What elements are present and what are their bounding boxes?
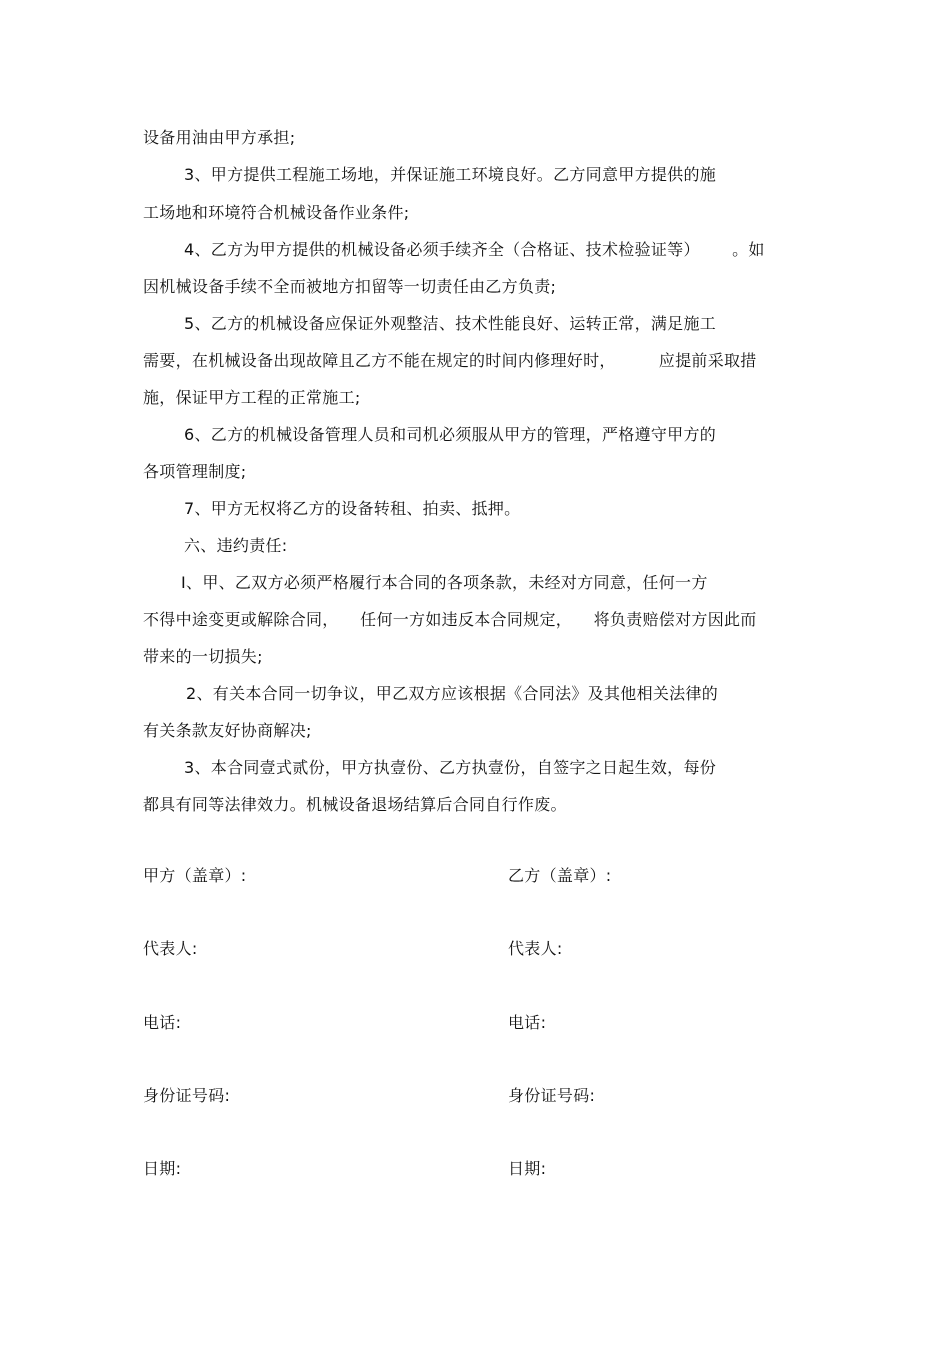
breach-clause-1-line-3: 带来的一切损失; <box>143 647 263 666</box>
breach-clause-2-line-1: 2、有关本合同一切争议，甲乙双方应该根据《合同法》及其他相关法律的 <box>186 684 719 703</box>
clause-6-line-1: 6、乙方的机械设备管理人员和司机必须服从甲方的管理，严格遵守甲方的 <box>184 425 717 444</box>
clause-3-line-1: 3、甲方提供工程施工场地，并保证施工环境良好。乙方同意甲方提供的施 <box>184 165 717 184</box>
party-a-representative-label: 代表人: <box>143 939 198 958</box>
breach-clause-3-line-2: 都具有同等法律效力。机械设备退场结算后合同自行作废。 <box>143 795 567 814</box>
party-a-phone-label: 电话: <box>143 1013 182 1032</box>
party-b-date-label: 日期: <box>508 1159 547 1178</box>
breach-clause-1-line-2: 不得中途变更或解除合同， 任何一方如违反本合同规定， 将负责赔偿对方因此而 <box>143 610 757 629</box>
party-a-id-number-label: 身份证号码: <box>143 1086 231 1105</box>
text-line-1: 设备用油由甲方承担; <box>143 128 296 147</box>
party-a-seal-label: 甲方（盖章）: <box>143 866 247 885</box>
section-heading-breach: 六、违约责任: <box>184 536 288 555</box>
clause-3-line-2: 工场地和环境符合机械设备作业条件; <box>143 203 410 222</box>
breach-clause-1-line-1: I、甲、乙双方必须严格履行本合同的各项条款，未经对方同意，任何一方 <box>181 573 708 592</box>
party-a-date-label: 日期: <box>143 1159 182 1178</box>
breach-clause-3-line-1: 3、本合同壹式贰份，甲方执壹份、乙方执壹份，自签字之日起生效，每份 <box>184 758 717 777</box>
party-b-seal-label: 乙方（盖章）: <box>508 866 612 885</box>
clause-5-line-1: 5、乙方的机械设备应保证外观整洁、技术性能良好、运转正常，满足施工 <box>184 314 717 333</box>
clause-4-line-2: 因机械设备手续不全而被地方扣留等一切责任由乙方负责; <box>143 277 557 296</box>
clause-5-line-3: 施，保证甲方工程的正常施工; <box>143 388 361 407</box>
party-b-representative-label: 代表人: <box>508 939 563 958</box>
clause-5-line-2: 需要，在机械设备出现故障且乙方不能在规定的时间内修理好时， 应提前采取措 <box>143 351 757 370</box>
clause-7-line-1: 7、甲方无权将乙方的设备转租、拍卖、抵押。 <box>184 499 521 518</box>
clause-4-line-1: 4、乙方为甲方提供的机械设备必须手续齐全（合格证、技术检验证等） 。如 <box>184 240 765 259</box>
party-b-phone-label: 电话: <box>508 1013 547 1032</box>
party-b-id-number-label: 身份证号码: <box>508 1086 596 1105</box>
breach-clause-2-line-2: 有关条款友好协商解决; <box>143 721 312 740</box>
clause-6-line-2: 各项管理制度; <box>143 462 247 481</box>
